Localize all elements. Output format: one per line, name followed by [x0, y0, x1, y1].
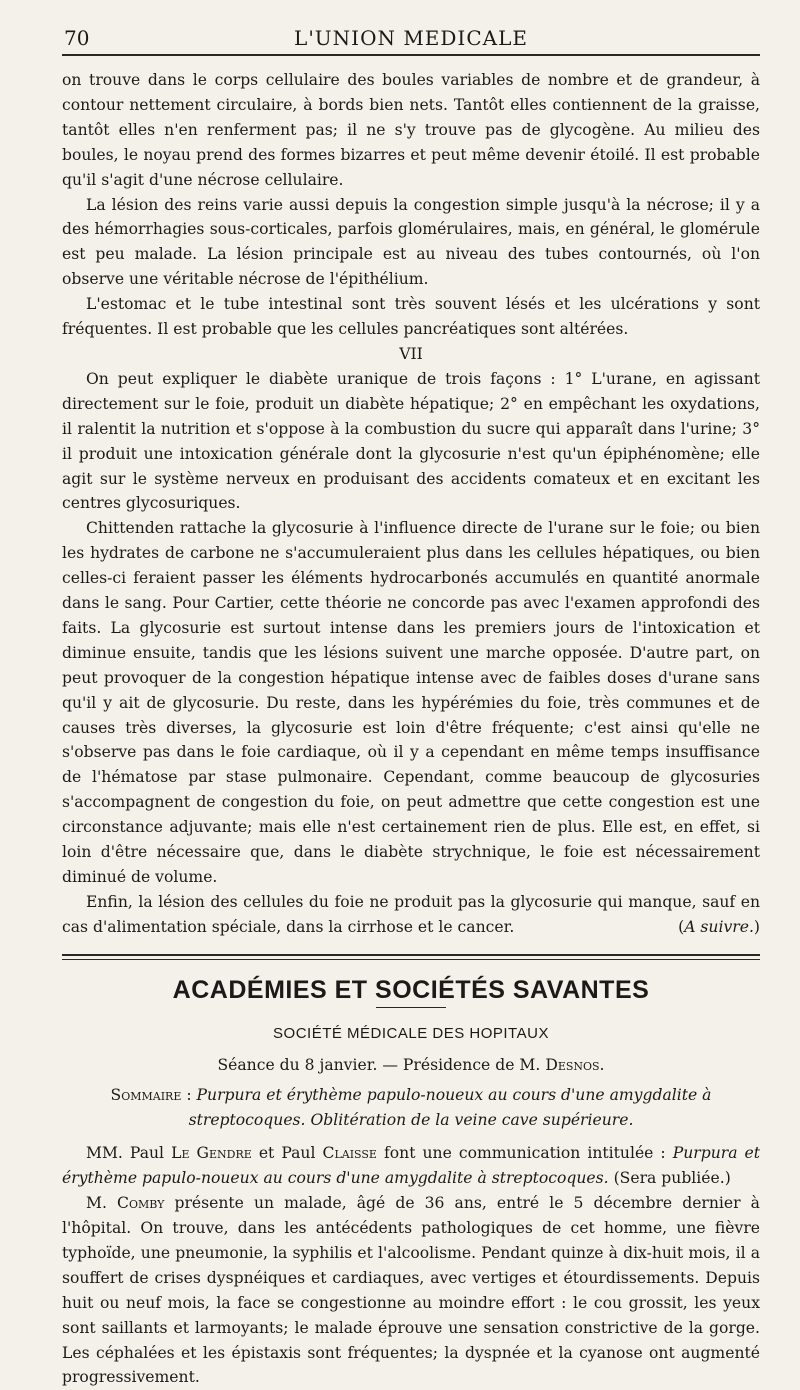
paragraph-comby: M. Comby présente un malade, âgé de 36 ans, entré le 5 décembre dernier à l'hôpital. On trouve, dans les antécédents pathologiques de cet homme, une fièvre typhoïde, une pneumonie, la syphilis et l'alcoolisme. Pendant quinze à dix-huit mois, il a souffert de crises dyspnéiques et cardiaques, avec vertiges et étourdissements. Depuis huit ou neuf mois, la face se congestionne au moindre effort : le cou grossit, les yeux sont saillants et larmoyants; le malade éprouve une sensation constrictive de la gorge. Les céphalées et les épistaxis sont fréquentes; la dyspnée et la cyanose ont augmenté progressivement. [62, 1194, 760, 1387]
paragraph-diabete-uranique: On peut expliquer le diabète uranique de trois façons : 1° L'urane, en agissant directement sur le foie, produit un diabète hépatique; 2° en empêchant les oxydations, il ralentit la nutrition et s'oppose à la combustion du sucre qui apparaît dans l'urine; 3° il produit une intoxication générale dont la glycosurie n'est qu'un épiphénomène; elle agit sur le système nerveux en produisant des accidents comateux et en excitant les centres glycosuriques. [62, 369, 760, 513]
session-line: Séance du 8 janvier. — Présidence de M. Desnos. [217, 1055, 605, 1074]
author-legendre: Le Gendre [171, 1144, 252, 1163]
publication-note: (Sera publiée.) [613, 1169, 731, 1188]
paragraph-cell-necrosis: on trouve dans le corps cellulaire des boules variables de nombre et de grandeur, à contour nettement circulaire, à bords bien nets. Tantôt elles contiennent de la graisse, tantôt elles n'en renferment pas; il ne s'y trouve pas de glycogène. Au milieu des boules, le noyau prend des formes bizarres et peut même devenir étoilé. Il est probable qu'il s'agit d'une nécrose cellulaire. [62, 71, 760, 189]
a-suivre-note: (A suivre.) [678, 917, 760, 936]
communication-title: Purpura et érythème papulo-noueux au cours d'une amygdalite à streptocoques. [62, 1144, 761, 1188]
page-number: 70 [64, 26, 90, 50]
summary [62, 1083, 760, 1133]
section-heading-vii: VII [399, 344, 423, 363]
paragraph-stomach: L'estomac et le tube intestinal sont très souvent lésés et les ulcérations y sont fréquentes. Il est probable que les cellules pancréatiques sont altérées. [62, 295, 760, 339]
summary-text: Purpura et érythème papulo-noueux au cours d'une amygdalite à streptocoques. Oblitération de la veine cave supérieure. [188, 1086, 712, 1130]
short-divider [376, 1007, 446, 1008]
section-title: ACADÉMIES ET SOCIÉTÉS SAVANTES [172, 975, 650, 1004]
president-name: Desnos. [545, 1055, 605, 1074]
running-title: L'UNION MEDICALE [294, 26, 528, 50]
paragraph-chittenden: Chittenden rattache la glycosurie à l'influence directe de l'urane sur le foie; ou bien les hydrates de carbone ne s'accumuleraient plus dans les cellules hépatiques, ou bien celles-ci feraient passer les éléments hydrocarbonés accumulés en quantité anormale dans le sang. Pour Cartier, cette théorie ne concorde pas avec l'examen approfondi des faits. La glycosurie est surtout intense dans les premiers jours de l'intoxication et diminue ensuite, tandis que les lésions suivent une marche opposée. D'autre part, on peut provoquer de la congestion hépatique intense avec de faibles doses d'urane sans qu'il y ait de glycosurie. Du reste, dans les hypérémies du foie, très communes et de causes très diverses, la glycosurie est loin d'être fréquente; c'est ainsi qu'elle ne s'observe pas dans le foie cardiaque, où il y a cependant en même temps insuffisance de l'hématose par stase pulmonaire. Cependant, comme beaucoup de glycosuries s'accompagnent de congestion du foie, on peut admettre que cette congestion est une circonstance adjuvante; mais elle n'est certainement rien de plus. Elle est, en effet, si loin d'être nécessaire que, dans le diabète strychnique, le foie est nécessairement diminué de volume. [62, 519, 760, 886]
a-suivre-text: A suivre. [684, 917, 754, 936]
paragraph-communication: MM. Paul Le Gendre et Paul Claisse font une communication intitulée : Purpura et érythème papulo-noueux au cours d'une amygdalite à streptocoques. (Sera publiée.) [62, 1144, 761, 1188]
article-body [62, 68, 760, 1390]
paragraph-kidney-lesion: La lésion des reins varie aussi depuis la congestion simple jusqu'à la nécrose; il y a des hémorrhagies sous-corticales, parfois glomérulaires, mais, en général, le glomérule est peu malade. La lésion principale est au niveau des tubes contournés, où l'on observe une véritable nécrose de l'épithélium. [62, 195, 760, 289]
author-claisse: Claisse [322, 1144, 377, 1163]
page-header [62, 22, 760, 56]
author-comby: Comby [117, 1194, 165, 1213]
summary-label: Sommaire : [110, 1086, 192, 1105]
section-divider [62, 954, 760, 960]
paragraph-enfin [62, 890, 760, 940]
society-heading: SOCIÉTÉ MÉDICALE DES HOPITAUX [273, 1024, 549, 1042]
paragraph-enfin-text: Enfin, la lésion des cellules du foie ne produit pas la glycosurie qui manque, sauf en cas d'alimentation spéciale, dans la cirrhose et le cancer. [62, 892, 760, 936]
